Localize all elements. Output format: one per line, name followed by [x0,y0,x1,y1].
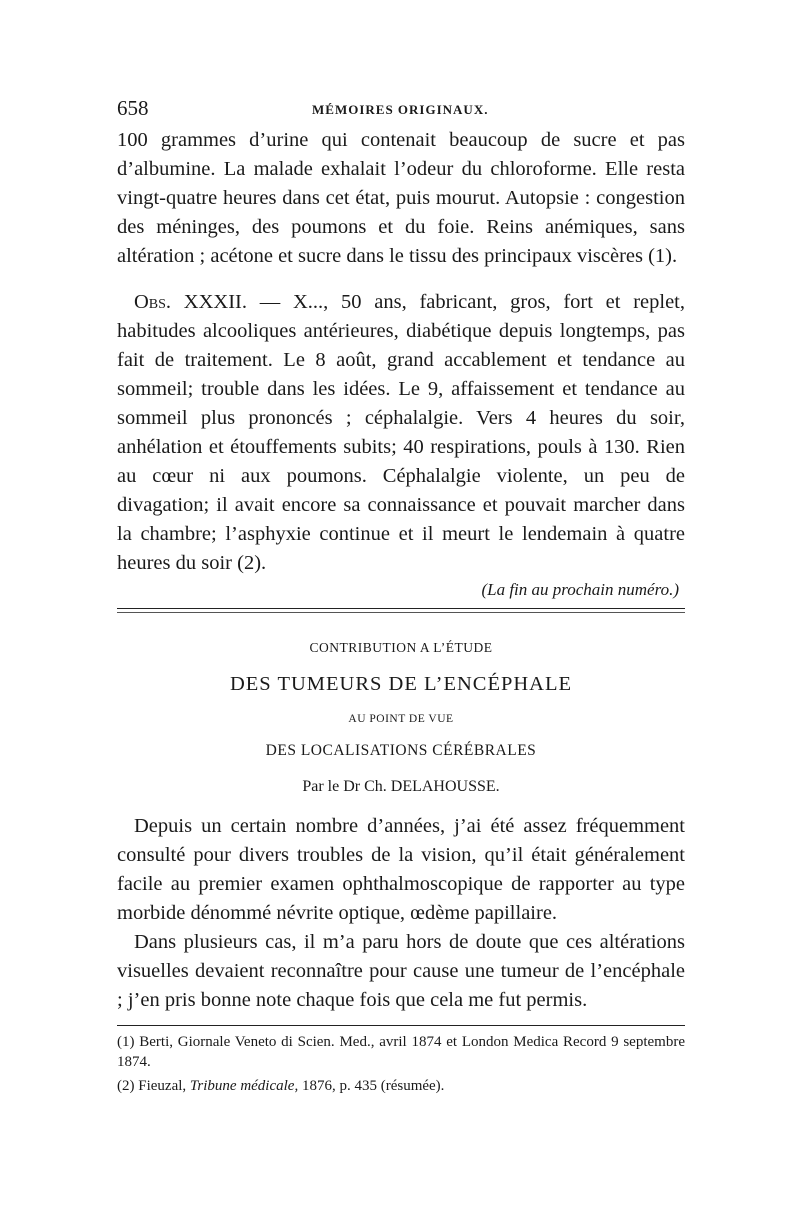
article-heading-line1: CONTRIBUTION A L’ÉTUDE [309,640,493,655]
running-head [117,96,685,126]
section-divider [117,608,685,613]
article-subtitle: DES LOCALISATIONS CÉRÉBRALES [265,742,537,759]
observation-paragraph [117,288,685,578]
footnote-2-author: (2) Fieuzal, [117,1078,190,1094]
footnote-2 [117,1076,685,1096]
observation-label: Obs. XXXII. [134,291,247,313]
page [117,96,685,1096]
article-heading-line3: AU POINT DE VUE [348,713,454,725]
observation-text: — X..., 50 ans, fabricant, gros, fort et replet, habitudes alcooliques antérieures, diabétique depuis longtemps, pas fait de traitement. Le 8 août, grand accablement et tendance au sommeil; trouble dans les idées. Le 9, affaissement et tendance au sommeil plus prononcés ; céphalalgie. Vers 4 heures du soir, anhélation et étouffements subits; 40 respirations, pouls à 130. Rien au cœur ni aux poumons. Céphalalgie violente, un peu de divagation; il avait encore sa connaissance et pouvait marcher dans la chambre; l’asphyxie continue et il meurt le lendemain à quatre heures du soir (2). [117,291,686,574]
article-paragraph-2: Dans plusieurs cas, il m’a paru hors de doute que ces altérations visuelles devaient reconnaître pour cause une tumeur de l’encéphale ; j’en pris bonne note chaque fois que cela me fut permis. [117,931,685,1011]
article-author: Par le Dr Ch. DELAHOUSSE. [302,778,500,795]
footnote-1: (1) Berti, Giornale Veneto di Scien. Med., avril 1874 et London Medica Record 9 septembre 1874. [117,1034,685,1070]
paragraph-continued: 100 grammes d’urine qui contenait beaucoup de sucre et pas d’albumine. La malade exhalait l’odeur du chloroforme. Elle resta vingt-quatre heures dans cet état, puis mourut. Autopsie : congestion des méninges, des poumons et du foie. Reins anémiques, sans altération ; acétone et sucre dans le tissu des principaux viscères (1). [117,129,685,267]
footnote-rule [117,1025,685,1026]
footnote-2-ref: 1876, p. 435 (résumée). [298,1078,445,1094]
article-title: DES TUMEURS DE L’ENCÉPHALE [229,673,573,695]
page-number: 658 [117,96,149,120]
running-title: MÉMOIRES ORIGINAUX. [312,102,489,117]
article-paragraph-1: Depuis un certain nombre d’années, j’ai été assez fréquemment consulté pour divers troubles de la vision, qu’il était généralement facile au premier examen ophthalmoscopique de rapporter au type morbide dénommé névrite optique, œdème papillaire. [117,815,685,924]
footnote-2-journal: Tribune médicale, [189,1078,299,1094]
end-note: (La fin au prochain numéro.) [481,580,679,599]
